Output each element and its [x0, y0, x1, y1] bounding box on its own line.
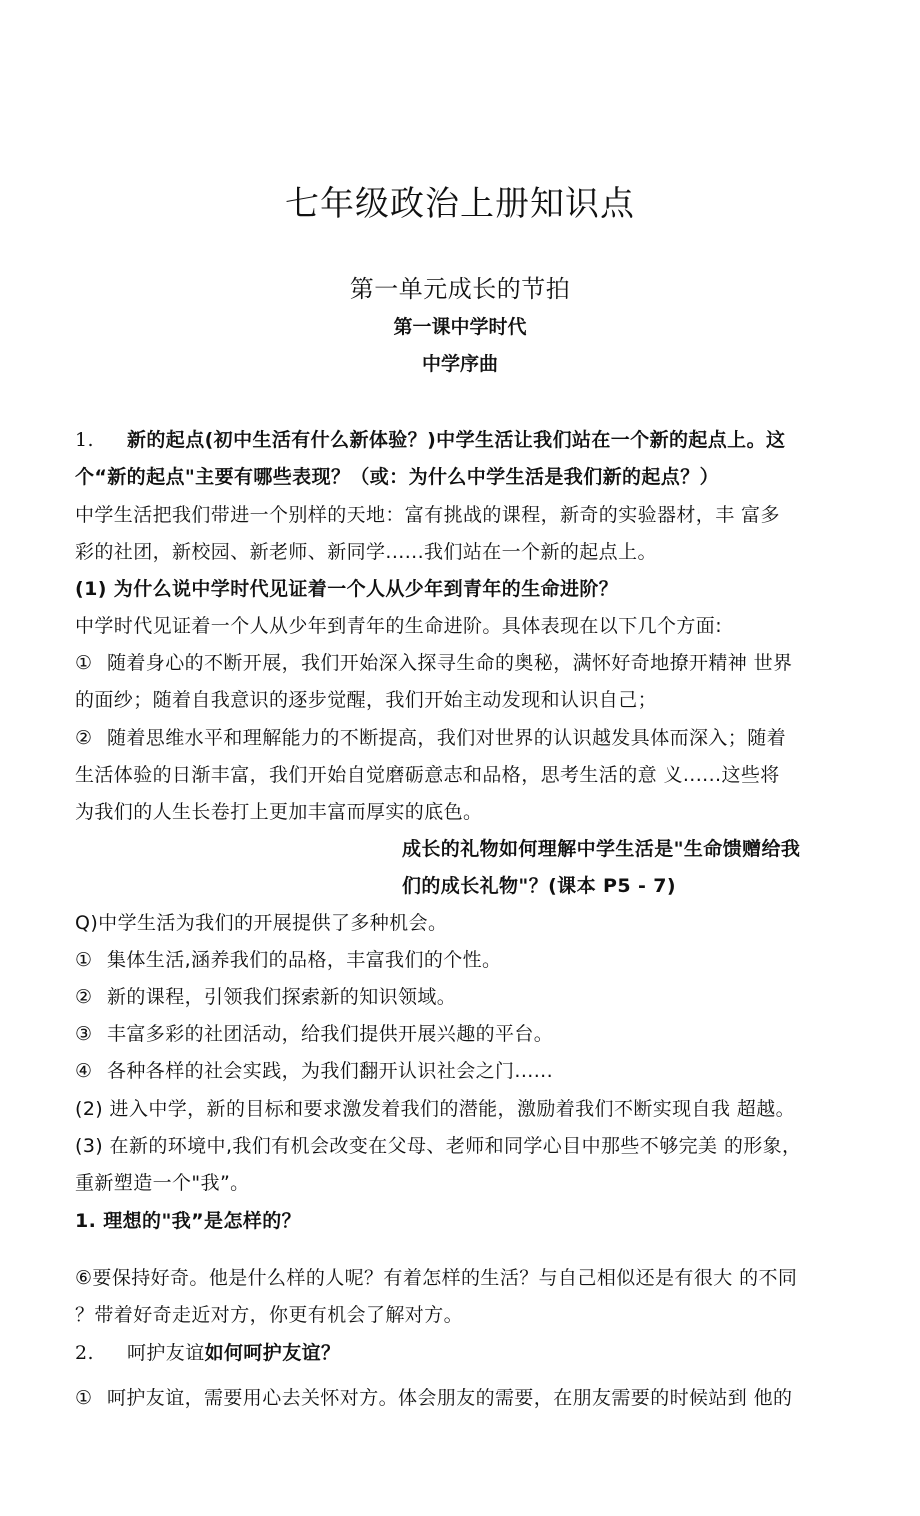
question-4-line-1: 1. 理想的"我”是怎样的？ [75, 1210, 302, 1232]
circled-number-1: ① [75, 652, 93, 674]
answer-3-line-7: (3) 在新的环境中,我们有机会改变在父母、老师和同学心目中那些不够完美 的形象， [75, 1135, 802, 1157]
circled-number-2: ② [75, 727, 93, 749]
answer-3-line-1: Q)中学生活为我们的开展提供了多种机会。 [75, 912, 448, 934]
answer-3-point-1-text: 集体生活,涵养我们的品格，丰富我们的个性。 [107, 949, 502, 971]
answer-1-line-1: 中学生活把我们带进一个别样的天地：富有挑战的课程，新奇的实验器材，丰 富多 [75, 504, 780, 526]
answer-2-line-3: 的面纱；随着自我意识的逐步觉醒，我们开始主动发现和认识自己； [75, 689, 658, 711]
question-1-number: 1. [75, 429, 94, 451]
answer-2-point-1-text: 随着身心的不断开展，我们开始深入探寻生命的奥秘，满怀好奇地撩开精神 世界 [107, 652, 793, 674]
question-5-bold: 如何呵护友谊？ [204, 1342, 341, 1364]
answer-5-point-1 [75, 1386, 792, 1410]
answer-3-point-4-text: 各种各样的社会实践，为我们翻开认识社会之门...... [107, 1060, 554, 1082]
question-1-line-2: 个“新的起点"主要有哪些表现？（或：为什么中学生活是我们新的起点？） [75, 466, 719, 488]
circled-number-2: ② [75, 986, 93, 1008]
question-5-plain: 呵护友谊 [127, 1342, 205, 1364]
document-title: 七年级政治上册知识点 [285, 184, 635, 224]
question-5-line-1 [75, 1341, 340, 1365]
circled-number-1: ① [75, 949, 93, 971]
answer-3-point-4 [75, 1059, 553, 1083]
lesson-heading: 第一课中学时代 [393, 316, 527, 338]
answer-3-line-6: (2) 进入中学，新的目标和要求激发着我们的潜能，激励着我们不断实现自我 超越。 [75, 1098, 795, 1120]
answer-4-line-1: ⑥要保持好奇。他是什么样的人呢？有着怎样的生活？与自己相似还是有很大 的不同 [75, 1267, 798, 1289]
answer-2-point-2-text: 随着思维水平和理解能力的不断提高，我们对世界的认识越发具体而深入；随着 [107, 727, 787, 749]
answer-5-point-1-text: 呵护友谊，需要用心去关怀对方。体会朋友的需要，在朋友需要的时候站到 他的 [107, 1387, 793, 1409]
question-1-line-1 [75, 428, 785, 452]
answer-3-line-8: 重新塑造一个"我”。 [75, 1172, 250, 1194]
unit-heading: 第一单元成长的节拍 [349, 275, 571, 303]
question-1-text: 新的起点(初中生活有什么新体验？)中学生活让我们站在一个新的起点上。这 [127, 429, 786, 451]
answer-3-point-1 [75, 948, 501, 972]
question-3-line-1: 成长的礼物如何理解中学生活是"生命馈赠给我 [402, 838, 801, 860]
circled-number-4: ④ [75, 1060, 93, 1082]
answer-3-point-2-text: 新的课程，引领我们探索新的知识领域。 [107, 986, 457, 1008]
answer-3-point-2 [75, 985, 456, 1009]
question-5-number: 2. [75, 1342, 94, 1364]
circled-number-3: ③ [75, 1023, 93, 1045]
answer-2-point-2 [75, 726, 786, 750]
answer-3-point-3-text: 丰富多彩的社团活动，给我们提供开展兴趣的平台。 [107, 1023, 554, 1045]
answer-2-line-1: 中学时代见证着一个人从少年到青年的生命进阶。具体表现在以下几个方面: [75, 615, 723, 637]
answer-3-point-3 [75, 1022, 553, 1046]
question-2-line-1: (1) 为什么说中学时代见证着一个人从少年到青年的生命进阶？ [75, 578, 619, 600]
section-heading: 中学序曲 [421, 353, 498, 375]
answer-4-line-2: ？带着好奇走近对方，你更有机会了解对方。 [75, 1304, 464, 1326]
answer-2-point-1 [75, 651, 792, 675]
circled-number-1: ① [75, 1387, 93, 1409]
question-3-line-2: 们的成长礼物"？(课本 P5 - 7) [402, 875, 676, 897]
answer-2-line-6: 为我们的人生长卷打上更加丰富而厚实的底色。 [75, 801, 483, 823]
answer-2-line-5: 生活体验的日渐丰富，我们开始自觉磨砺意志和品格，思考生活的意 义......这些将 [75, 764, 780, 786]
answer-1-line-2: 彩的社团，新校园、新老师、新同学......我们站在一个新的起点上。 [75, 541, 657, 563]
